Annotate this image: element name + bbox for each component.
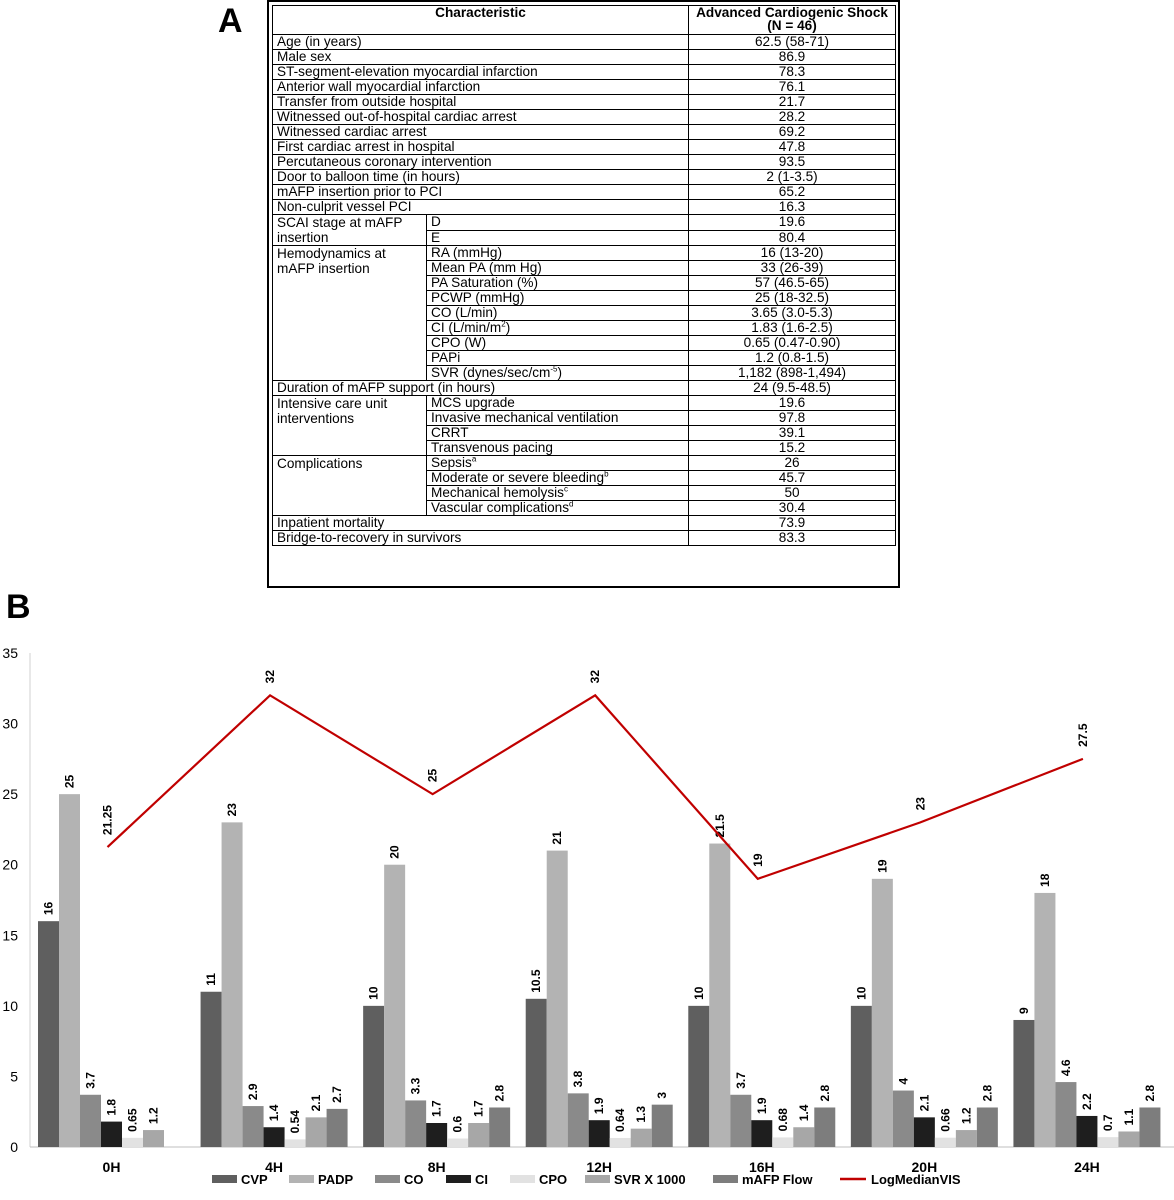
bar-data-label: 2.8 [492,1084,507,1102]
line-data-label: 19 [750,853,765,867]
bar-mafp-flow [327,1109,348,1147]
bar-data-label: 1.4 [796,1104,811,1122]
bar-data-label: 0.64 [613,1108,628,1132]
legend-label: CO [404,1172,424,1187]
row-value: 1.2 (0.8-1.5) [689,351,896,366]
table-row [273,246,896,261]
row-value: 62.5 (58-71) [689,35,896,50]
line-data-label: 23 [913,797,928,811]
row-sub-characteristic: Sepsis$^a$ [427,456,689,471]
row-sub-characteristic: Mechanical hemolysis$^c$ [427,486,689,501]
row-value: 19.6 [689,396,896,411]
row-value: 21.7 [689,95,896,110]
footnote-marker: b [604,470,609,479]
bar-padp [547,851,568,1147]
row-sub-characteristic: Moderate or severe bleeding$^b$ [427,471,689,486]
bar-data-label: 2.2 [1079,1093,1094,1110]
row-value: 73.9 [689,516,896,531]
row-value: 80.4 [689,230,896,246]
table-row [273,110,896,125]
row-value: 57 (46.5-65) [689,276,896,291]
line-logmedianvis [108,695,1083,878]
bar-data-label: 4.6 [1058,1059,1073,1077]
row-sub-characteristic: Transvenous pacing [427,441,689,456]
characteristics-table [267,0,900,588]
y-tick-label: 35 [2,645,18,661]
bar-data-label: 10 [854,986,869,1000]
row-characteristic: ST-segment-elevation myocardial infarction [273,65,689,80]
row-characteristic: Male sex [273,50,689,65]
y-tick-label: 20 [2,856,18,873]
row-value: 15.2 [689,441,896,456]
row-sub-characteristic: Invasive mechanical ventilation [427,411,689,426]
bar-co [1055,1082,1076,1147]
footnote-marker: a [471,455,477,464]
bar-mafp-flow [489,1107,510,1147]
bar-data-label: 25 [62,774,77,789]
bar-data-label: 10.5 [529,969,544,993]
table-row [273,50,896,65]
bar-co [243,1106,264,1147]
row-characteristic: Inpatient mortality [273,516,689,531]
bar-data-label: 1.9 [754,1097,769,1115]
table-row [273,531,896,546]
row-sub-characteristic: RA (mmHg) [427,246,689,261]
row-sub-characteristic: SVR $(dynes/\sec/cm^{-5})$ [427,366,689,381]
bar-data-label: 21.5 [712,814,727,838]
table-row [273,65,896,80]
table-row [273,185,896,200]
row-value: 39.1 [689,426,896,441]
bar-data-label: 0.66 [938,1108,953,1132]
row-sub-characteristic: E [427,230,689,246]
line-data-label: 32 [588,669,603,684]
legend-swatch [510,1175,535,1183]
row-group-label: Complications [273,456,427,516]
row-value: 2 (1-3.5) [689,170,896,185]
row-value: 97.8 [689,411,896,426]
bar-padp [59,794,80,1147]
bar-data-label: 0.68 [775,1108,790,1132]
row-sub-characteristic: CI $(L/\min/m^2)$ [427,321,689,336]
row-value: 86.9 [689,50,896,65]
bar-svr-x-1000 [793,1127,814,1147]
bar-co [730,1095,751,1147]
legend-swatch [585,1175,610,1183]
table-row [273,95,896,110]
bar-svr-x-1000 [956,1130,977,1147]
legend-label: CVP [241,1172,268,1187]
panel-a-label: A [218,2,243,40]
x-category-label: 16H [748,1159,775,1175]
bar-co [405,1100,426,1147]
footnote-marker: 2 [501,320,506,329]
bar-data-label: 16 [41,901,56,916]
bar-data-label: 2.8 [1142,1084,1157,1102]
table-row [273,35,896,50]
row-value: 24 (9.5-48.5) [689,381,896,396]
bar-ci [1076,1116,1097,1147]
bar-data-label: 1.2 [959,1107,974,1125]
row-characteristic: Duration of mAFP support (in hours) [273,381,689,396]
row-sub-characteristic: CO (L/min) [427,306,689,321]
y-tick-label: 0 [10,1139,18,1155]
bar-data-label: 1.9 [592,1097,607,1115]
row-value: 76.1 [689,80,896,95]
table-row [273,140,896,155]
row-value: 47.8 [689,140,896,155]
row-value: 19.6 [689,215,896,231]
bar-data-label: 3 [655,1091,670,1099]
bar-co [893,1091,914,1147]
row-group-label: Hemodynamics at mAFP insertion [273,246,427,381]
bar-data-label: 1.7 [471,1100,486,1118]
x-category-label: 12H [586,1159,613,1175]
bar-svr-x-1000 [1118,1131,1139,1147]
legend-label: mAFP Flow [742,1172,813,1187]
row-characteristic: mAFP insertion prior to PCI [273,185,689,200]
row-value: 33 (26-39) [689,261,896,276]
bar-data-label: 2.8 [980,1084,995,1102]
bar-data-label: 1.8 [104,1098,119,1116]
bar-mafp-flow [814,1107,835,1147]
table-row [273,396,896,411]
bar-data-label: 1.2 [146,1107,161,1125]
bar-cvp [201,992,222,1147]
x-category-label: 8H [427,1159,446,1175]
row-value: 50 [689,486,896,501]
table-row [273,516,896,531]
bar-svr-x-1000 [306,1117,327,1147]
legend-swatch [212,1175,237,1183]
bar-data-label: 20 [387,845,402,859]
row-characteristic: Percutaneous coronary intervention [273,155,689,170]
bar-data-label: 3.7 [733,1072,748,1089]
row-value: 26 [689,456,896,471]
table-row [273,170,896,185]
bar-data-label: 23 [225,803,240,817]
bar-padp [872,879,893,1147]
bar-ci [101,1122,122,1147]
bar-data-label: 1.7 [429,1100,444,1118]
bar-data-label: 3.7 [83,1072,98,1089]
row-value: 78.3 [689,65,896,80]
row-sub-characteristic: PA Saturation (%) [427,276,689,291]
legend-label: CPO [539,1172,568,1187]
row-characteristic: Witnessed out-of-hospital cardiac arrest [273,110,689,125]
row-value: 28.2 [689,110,896,125]
table-row [273,125,896,140]
footnote-marker: c [563,485,568,494]
legend-swatch [289,1175,314,1183]
bar-data-label: 2.1 [917,1094,932,1112]
row-characteristic: Transfer from outside hospital [273,95,689,110]
row-sub-characteristic: D [427,215,689,231]
row-group-label: Intensive care unit interventions [273,396,427,456]
row-characteristic: Age (in years) [273,35,689,50]
bar-data-label: 0.65 [125,1108,140,1132]
table-row [273,155,896,170]
row-sub-characteristic: CPO (W) [427,336,689,351]
row-value: 16 (13-20) [689,246,896,261]
line-data-label: 32 [263,669,278,684]
legend-label: SVR X 1000 [614,1172,686,1187]
bar-data-label: 2.1 [309,1094,324,1112]
row-value: 83.3 [689,531,896,546]
table-row [273,456,896,471]
bar-mafp-flow [1139,1107,1160,1147]
bar-cvp [1013,1020,1034,1147]
table-row [273,80,896,95]
row-sub-characteristic: MCS upgrade [427,396,689,411]
bar-data-label: 2.8 [817,1084,832,1102]
bar-data-label: 9 [1016,1007,1031,1014]
row-value: 45.7 [689,471,896,486]
row-value: 3.65 (3.0-5.3) [689,306,896,321]
row-sub-characteristic: CRRT [427,426,689,441]
row-value: 1,182 (898-1,494) [689,366,896,381]
bar-cvp [851,1006,872,1147]
table-row [273,215,896,231]
bar-padp [709,844,730,1147]
footnote-marker: d [569,500,574,509]
bar-cpo [1097,1137,1118,1147]
characteristics-table-grid [272,5,896,546]
bar-svr-x-1000 [631,1129,652,1147]
bar-mafp-flow [977,1107,998,1147]
line-data-label: 25 [425,768,440,783]
header-characteristic: Characteristic [273,6,689,35]
y-tick-label: 15 [2,927,18,944]
bar-mafp-flow [652,1105,673,1147]
bar-padp [222,822,243,1147]
bar-data-label: 4 [896,1077,911,1085]
legend-swatch [446,1175,471,1183]
legend-label: PADP [318,1172,354,1187]
bar-data-label: 10 [366,986,381,1000]
bar-data-label: 11 [204,973,219,986]
y-tick-label: 30 [2,715,18,732]
row-value: 65.2 [689,185,896,200]
legend-swatch [713,1175,738,1183]
bar-cvp [526,999,547,1147]
row-value: 0.65 (0.47-0.90) [689,336,896,351]
row-characteristic: Anterior wall myocardial infarction [273,80,689,95]
bar-co [80,1095,101,1147]
line-data-label: 27.5 [1075,723,1090,747]
row-characteristic: Door to balloon time (in hours) [273,170,689,185]
row-value: 1.83 (1.6-2.5) [689,321,896,336]
bar-padp [384,865,405,1147]
row-characteristic: Bridge-to-recovery in survivors [273,531,689,546]
bar-data-label: 0.54 [288,1110,303,1134]
line-data-label: 21.25 [100,805,115,836]
bar-cvp [688,1006,709,1147]
bar-data-label: 10 [691,986,706,1000]
legend-label: CI [475,1172,488,1187]
bar-ci [264,1127,285,1147]
bar-cpo [610,1138,631,1147]
row-value: 16.3 [689,200,896,215]
legend-label: LogMedianVIS [871,1172,961,1187]
bar-data-label: 18 [1037,873,1052,887]
bar-cpo [285,1139,306,1147]
footnote-marker: -5 [550,365,558,374]
row-value: 93.5 [689,155,896,170]
y-tick-label: 10 [2,997,18,1014]
bar-padp [1034,893,1055,1147]
bar-ci [751,1120,772,1147]
bar-data-label: 19 [875,859,890,873]
row-value: 30.4 [689,501,896,516]
y-tick-label: 25 [2,786,18,803]
bar-data-label: 3.3 [408,1077,423,1095]
table-body [273,6,896,546]
bar-svr-x-1000 [143,1130,164,1147]
x-category-label: 24H [1074,1159,1100,1175]
bar-data-label: 0.7 [1100,1114,1115,1132]
row-sub-characteristic: PCWP (mmHg) [427,291,689,306]
row-group-label: SCAI stage at mAFP insertion [273,215,427,246]
bar-cvp [38,921,59,1147]
bar-data-label: 1.4 [267,1104,282,1122]
header-advanced-cardiogenic-shock: Advanced Cardiogenic Shock (N = 46) [689,6,896,35]
x-category-label: 20H [911,1159,938,1175]
row-sub-characteristic: PAPi [427,351,689,366]
bar-co [568,1093,589,1147]
bar-cpo [935,1138,956,1147]
x-category-label: 4H [265,1159,284,1175]
bar-svr-x-1000 [468,1123,489,1147]
bar-data-label: 3.8 [571,1070,586,1088]
row-value: 69.2 [689,125,896,140]
bar-cpo [447,1139,468,1147]
bar-data-label: 0.6 [450,1115,465,1133]
row-value: 25 (18-32.5) [689,291,896,306]
row-characteristic: Non-culprit vessel PCI [273,200,689,215]
bar-ci [589,1120,610,1147]
legend-swatch [375,1175,400,1183]
bar-cvp [363,1006,384,1147]
bar-data-label: 1.1 [1121,1108,1136,1126]
bar-data-label: 2.9 [246,1083,261,1101]
bar-data-label: 2.7 [330,1086,345,1103]
bar-data-label: 21 [550,831,565,845]
y-tick-label: 5 [10,1068,18,1085]
row-characteristic: Witnessed cardiac arrest [273,125,689,140]
panel-b-label: B [6,588,31,626]
x-category-label: 0H [102,1159,121,1175]
bar-ci [914,1117,935,1147]
hemodynamics-chart [0,630,1174,1200]
row-sub-characteristic: Mean PA (mm Hg) [427,261,689,276]
bar-cpo [122,1138,143,1147]
table-row [273,200,896,215]
bar-ci [426,1123,447,1147]
row-characteristic: First cardiac arrest in hospital [273,140,689,155]
bar-cpo [772,1137,793,1147]
bar-data-label: 1.3 [634,1105,649,1123]
table-row [273,381,896,396]
table-header-row [273,6,896,35]
row-sub-characteristic: Vascular complications$^d$ [427,501,689,516]
